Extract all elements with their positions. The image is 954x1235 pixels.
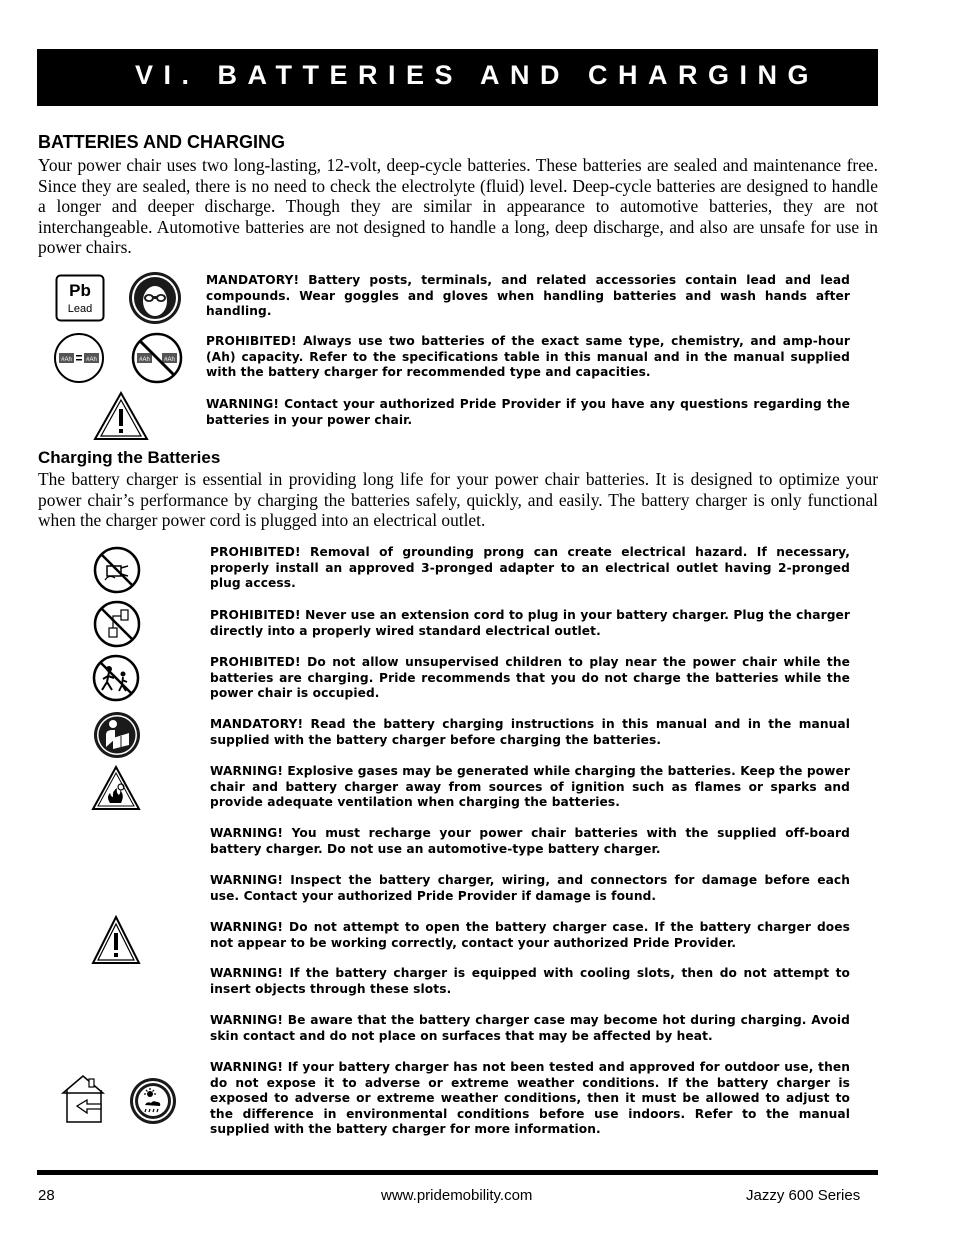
ah-label-a: #Ah bbox=[61, 357, 72, 363]
warning-icon bbox=[91, 915, 141, 970]
no-grounding-prong-removal-icon bbox=[93, 546, 141, 599]
page-number: 28 bbox=[38, 1187, 55, 1204]
notice-extension-cord: PROHIBITED! Never use an extension cord to plug in your battery charger. Plug the charger directly into a properly wired standard electrical outlet. bbox=[210, 608, 850, 638]
no-extension-cord-icon bbox=[93, 600, 141, 653]
notice-cooling-slots: WARNING! If the battery charger is equipped with cooling slots, then do not attempt to insert objects through these slots. bbox=[210, 966, 850, 996]
notice-read-instructions: MANDATORY! Read the battery charging instructions in this manual and in the manual supplied with the battery charger before charging the batteries. bbox=[210, 717, 850, 747]
notice-grounding-prong: PROHIBITED! Removal of grounding prong can create electrical hazard. If necessary, properly install an approved 3-pronged adapter to an electrical outlet having 2-pronged plug access. bbox=[210, 545, 850, 590]
explosive-gas-icon bbox=[91, 765, 141, 816]
weather-exposure-icon bbox=[129, 1077, 177, 1130]
notice-hot-case: WARNING! Be aware that the battery charger case may become hot during charging. Avoid skin contact and do not place on surfaces that may be affected by heat. bbox=[210, 1013, 850, 1043]
section-heading-charging: Charging the Batteries bbox=[38, 448, 221, 467]
chapter-title: VI. BATTERIES AND CHARGING bbox=[135, 60, 820, 90]
no-children-icon bbox=[92, 654, 140, 707]
footer-url[interactable]: www.pridemobility.com bbox=[381, 1187, 533, 1204]
pb-symbol-text: Pb bbox=[69, 281, 91, 300]
lead-hazard-icon bbox=[55, 274, 105, 327]
footer-rule bbox=[37, 1170, 878, 1175]
chapter-banner bbox=[37, 49, 878, 106]
section-heading-batteries: BATTERIES AND CHARGING bbox=[38, 132, 285, 152]
warning-icon bbox=[93, 391, 149, 446]
notice-outdoor-use: WARNING! If your battery charger has not been tested and approved for outdoor use, then do not expose it to adverse or extreme weather conditions. If the battery charger is exposed to adverse or extreme weather conditions, then it must be allowed to adjust to the difference in environmental conditions before use indoors. Refer to the manual supplied with the battery charger for more information. bbox=[210, 1060, 850, 1136]
read-manual-icon bbox=[93, 711, 141, 764]
notice-inspect-charger: WARNING! Inspect the battery charger, wiring, and connectors for damage before each use. Contact your authorized Pride Provider if damage is found. bbox=[210, 873, 850, 903]
footer-series: Jazzy 600 Series bbox=[746, 1187, 861, 1204]
pb-label-text: Lead bbox=[67, 303, 93, 315]
ah-label-c: #Ah bbox=[139, 357, 150, 363]
notice-explosive-gases: WARNING! Explosive gases may be generated while charging the batteries. Keep the power chair and battery charger away from sources of ignition such as flames or sparks and provide adequate ventilation when charging the batteries. bbox=[210, 764, 850, 809]
indoor-use-icon bbox=[59, 1073, 107, 1130]
batteries-intro-paragraph: Your power chair uses two long-lasting, 12-volt, deep-cycle batteries. These batteries are sealed and maintenance free. Since they are sealed, there is no need to check the electrolyte (fluid) level. Deep-cycle batteries are designed to handle a longer and deeper discharge. Though they are similar in appearance to automotive batteries, they are not interchangeable. Automotive batteries are not designed to handle a long, deep discharge, and also are unsafe for use in power chairs. bbox=[38, 155, 878, 257]
goggles-icon bbox=[127, 270, 183, 331]
same-battery-icon bbox=[53, 332, 105, 389]
no-mixed-battery-icon bbox=[131, 332, 183, 389]
notice-lead-mandatory: MANDATORY! Battery posts, terminals, and related accessories contain lead and lead compounds. Wear goggles and gloves when handling batteries and wash hands after handling. bbox=[206, 273, 850, 318]
notice-charger-case: WARNING! Do not attempt to open the battery charger case. If the battery charger does not appear to be working correctly, contact your authorized Pride Provider. bbox=[210, 920, 850, 950]
ah-label-b: #Ah bbox=[86, 357, 97, 363]
notice-same-batteries: PROHIBITED! Always use two batteries of the exact same type, chemistry, and amp-hour (Ah) capacity. Refer to the specifications table in this manual and in the manual supplied with the battery charger for recommended type and capacities. bbox=[206, 334, 850, 379]
charging-intro-paragraph: The battery charger is essential in providing long life for your power chair batteries. It is designed to optimize your power chair’s performance by charging the batteries safely, quickly, and easily. The battery charger is only functional when the charger power cord is plugged into an electrical outlet. bbox=[38, 469, 878, 530]
notice-supplied-charger: WARNING! You must recharge your power chair batteries with the supplied off-board battery charger. Do not use an automotive-type battery charger. bbox=[210, 826, 850, 856]
notice-contact-provider: WARNING! Contact your authorized Pride Provider if you have any questions regarding the batteries in your power chair. bbox=[206, 397, 850, 427]
ah-label-d: #Ah bbox=[164, 357, 175, 363]
notice-children: PROHIBITED! Do not allow unsupervised children to play near the power chair while the batteries are charging. Pride recommends that you do not charge the batteries while the power chair is occupied. bbox=[210, 655, 850, 700]
